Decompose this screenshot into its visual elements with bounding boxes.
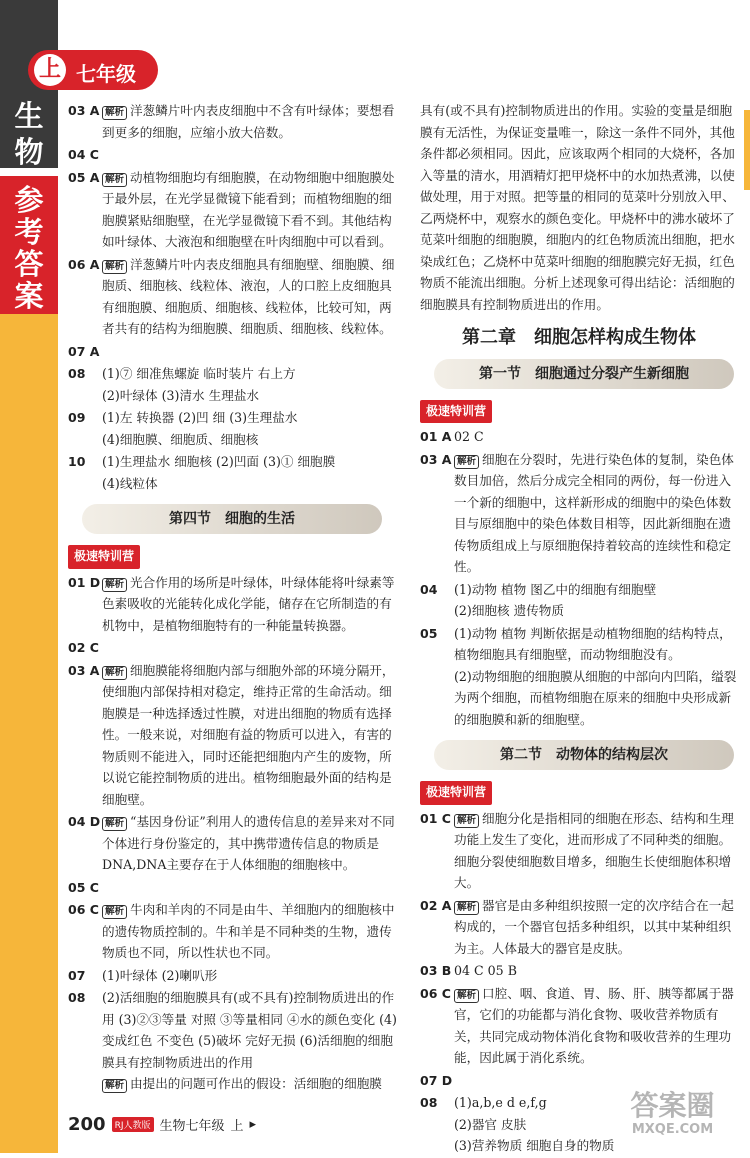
analysis-badge: 解析 [102,260,127,274]
volume-label: 上 [230,1119,244,1134]
sidebar [0,0,58,1153]
answer-item [420,426,738,448]
question-number: 05 A [68,169,100,185]
title-char-3: 答 [14,247,44,281]
answer-body [454,579,738,622]
answer-body [102,451,398,494]
section-title: 第一节 细胞通过分裂产生新细胞 [434,359,734,389]
arrow-icon: ▸ [249,1117,257,1132]
answer-body [102,899,398,964]
grade-label: 七年级 [76,62,136,86]
watermark-url: MXQE.COM [631,1122,714,1137]
question-number: 06 A [68,256,100,272]
answer-text: 口腔、咽、食道、胃、肠、肝、胰等都属于器官，它们的功能都与消化食物、吸收营养物质有关，共同完成动物体消化食物和吸收营养的生理功能，因此属于消化系统。 [454,985,734,1065]
answer-item [68,660,398,811]
answer-item [420,623,738,731]
question-number: 03 A [68,103,100,118]
subject-char-1: 生 [14,99,44,133]
answer-body [102,637,398,659]
answer-body [454,960,738,982]
book-title: 生物七年级 [159,1119,225,1134]
answer-item [68,341,398,363]
answer-text: 器官是由多种组织按照一定的次序结合在一起构成的，一个器官包括多种组织，以其中某种组织为主。人体最大的器官是皮肤。 [454,897,734,956]
answer-text: (1)a,b,e d e,f,g [454,1095,547,1110]
question-number: 01 D [68,574,101,590]
question-number: 05 [420,625,438,641]
answer-body [102,987,398,1095]
answer-text: 细胞分化是指相同的细胞在形态、结构和生理功能上发生了变化，进而形成了不同种类的细胞。细胞分裂使细胞数目增多，细胞生长使细胞体积增大。 [454,810,734,890]
answer-text: 洋葱鳞片叶内表皮细胞具有细胞壁、细胞膜、细胞质、细胞核、线粒体、液泡，人的口腔上皮细胞具有细胞膜、细胞质、细胞核、线粒体，比较可知，两者共有的结构为细胞膜、细胞质、细胞核、线粒体。 [102,256,395,336]
answer-body [454,623,738,731]
answer-body [102,341,398,363]
question-number: 03 A [68,662,100,678]
question-number: 07 A [68,343,100,359]
continued-text: 具有(或不具有)控制物质进出的作用。实验的变量是细胞膜有无活性，为保证变量唯一，除这一条件不同外，其他条件都必须相同。因此，应该取两个相同的大烧杯，各加入等量的清水，用酒精灯把甲烧杯中的水加热煮沸，以使做处理，用于对照。把等量的相同的苋菜叶分别放入甲、乙两烧杯中，观察水的颜色变化。甲烧杯中的沸水破坏了苋菜叶细胞的细胞膜，细胞内的红色物质流出细胞，把水染成红色；乙烧杯中苋菜叶细胞的细胞膜完好无损，红色物质不能流出细胞。分析上述现象可得出结论：活细胞的细胞膜具有控制物质进出的作用。 [420,103,735,312]
question-number: 06 C [420,985,451,1001]
answer-body [454,895,738,960]
answer-body [102,167,398,253]
answer-text: (1)左 转换器 (2)凹 细 (3)生理盐水 [102,410,298,425]
answer-item [68,637,398,659]
answer-text: (1)动物 植物 判断依据是动植物细胞的结构特点，植物细胞具有细胞壁，而动物细胞没有。 [454,625,732,662]
question-number: 03 A [420,451,452,467]
answer-text: (3)营养物质 细胞自身的物质 [454,1138,615,1153]
volume-badge: 上 [34,54,66,86]
answer-text: 牛肉和羊肉的不同是由牛、羊细胞内的细胞核中的遗传物质控制的。牛和羊是不同种类的生物，遗传物质也不同，所以性状也不同。 [102,902,395,960]
answer-item [68,167,398,253]
analysis-badge: 解析 [102,106,127,120]
question-number: 04 D [68,814,101,829]
answer-text: (1)生理盐水 细胞核 (2)凹面 (3)① 细胞膜 [102,454,336,469]
analysis-badge: 解析 [102,817,127,831]
answer-item [68,407,398,450]
answer-text: (2)器官 皮肤 [454,1116,527,1132]
answer-body [454,983,738,1069]
answer-item [68,572,398,637]
watermark [600,1090,745,1145]
answer-text: 细胞膜能将细胞内部与细胞外部的环境分隔开，使细胞内部保持相对稳定，维持正常的生命活动。细胞膜是一种选择透过性膜，对进出细胞的物质有选择性。一般来说，对细胞有益的物质可以进入，有害的物质则不能进入，同时还能把细胞内产生的废物，所以说它能控制物质的进出。植物细胞最外面的结构是细胞壁。 [102,662,395,807]
answer-item [68,811,398,876]
answer-body [102,407,398,450]
question-number: 08 [68,366,86,381]
question-number: 04 C [68,147,99,162]
answer-item [420,808,738,894]
question-number: 01 A [420,429,452,444]
question-number: 08 [420,1095,438,1110]
answer-item [68,100,398,143]
answer-item [420,449,738,578]
inline-answer: 04 C [454,963,488,978]
question-number: 04 [420,581,438,597]
answer-body [454,449,738,578]
answer-text: 洋葱鳞片叶内表皮细胞中不含有叶绿体；要想看到更多的细胞，应缩小放大倍数。 [102,103,395,140]
answer-body [102,144,398,166]
right-column [420,100,738,1158]
section-title: 第二节 动物体的结构层次 [434,740,734,770]
question-number: 07 D [420,1072,453,1088]
answer-text: (2)活细胞的细胞膜具有(或不具有)控制物质进出的作用 (3)②③等量 对照 ③等量相同 ④水的颜色变化 (4)变成红色 不变色 (5)破坏 完好无损 (6)活细胞的细胞膜具有控制物质进出的作用 [102,990,397,1070]
analysis-badge: 解析 [102,173,127,187]
analysis-badge: 解析 [454,989,479,1003]
chapter-title: 第二章 细胞怎样构成生物体 [462,327,696,348]
answer-item [68,899,398,964]
answer-text: (2)细胞核 遗传物质 [454,603,564,618]
question-number: 05 C [68,879,99,895]
answer-item [68,363,398,406]
training-tag: 极速特训营 [420,781,492,805]
inline-answer: 05 B [487,963,517,978]
question-number: 02 C [68,640,99,655]
answer-body [102,811,398,876]
title-char-2: 考 [14,215,44,249]
page-number: 200 [68,1114,106,1135]
training-tag: 极速特训营 [420,400,492,424]
answer-body [102,100,398,143]
analysis-badge: 解析 [102,578,127,592]
answer-text: “基因身份证”利用人的遗传信息的差异来对不同个体进行身份鉴定的，其中携带遗传信息的物质是DNA,DNA主要存在于人体细胞的细胞核中。 [102,814,395,872]
answer-body [102,965,398,987]
answer-text: (1)动物 植物 图乙中的细胞有细胞壁 [454,581,657,597]
answer-text: (1)⑦ 细准焦螺旋 临时装片 右上方 [102,366,296,381]
question-number: 01 C [420,810,451,826]
question-number: 03 B [420,963,452,978]
grade-tab [28,50,158,90]
answer-text: (4)细胞膜、细胞质、细胞核 [102,431,259,447]
answer-item [420,960,738,982]
analysis-badge: 解析 [102,905,127,919]
answer-body [102,660,398,811]
answer-body [454,1070,738,1092]
answer-item [68,987,398,1095]
title-char-4: 案 [14,279,44,313]
answer-item [420,1070,738,1092]
question-number: 07 [68,967,86,983]
answer-body [454,808,738,894]
inline-answer: 02 C [454,429,484,444]
question-number: 06 C [68,902,99,917]
page-footer [68,1114,256,1135]
answer-item [68,254,398,340]
analysis-badge: 解析 [102,1079,127,1093]
answer-text: 由提出的问题可作出的假设：活细胞的细胞膜 [130,1076,382,1091]
edition-badge: RJ人教版 [112,1117,154,1132]
answer-item [68,451,398,494]
answer-text: 光合作用的场所是叶绿体，叶绿体能将叶绿素等色素吸收的光能转化成化学能，储存在它所制造的有机物中，是植物细胞特有的一种能量转换器。 [102,574,395,633]
answer-item [420,983,738,1069]
section-title: 第四节 细胞的生活 [82,504,382,534]
question-number: 08 [68,990,86,1005]
analysis-badge: 解析 [454,901,479,915]
answer-text: 细胞在分裂时，先进行染色体的复制，染色体数目加倍，然后分成完全相同的两份，每一份进入一个新的细胞中，这样新形成的细胞中的染色体数目与原细胞中的染色体数目相等，因此新细胞在遗传物质组成上与原细胞保持着较高的连续性和稳定性。 [454,451,734,574]
answer-body [102,572,398,637]
answer-text: (2)动物细胞的细胞膜从细胞的中部向内凹陷，缢裂为两个细胞，而植物细胞在原来的细胞中央形成新的细胞膜和新的细胞壁。 [454,668,737,727]
answer-body [102,877,398,899]
analysis-badge: 解析 [454,455,479,469]
question-number: 09 [68,410,86,425]
answer-body [102,363,398,406]
answer-item [420,579,738,622]
answer-text: (1)叶绿体 (2)喇叭形 [102,967,218,983]
answer-item [68,965,398,987]
watermark-logo: 答案圈 [630,1089,715,1122]
answer-item [68,144,398,166]
analysis-badge: 解析 [454,814,479,828]
answer-item [68,877,398,899]
analysis-line [102,1073,398,1095]
answer-body [102,254,398,340]
title-char-1: 参 [14,183,44,217]
answer-item [420,895,738,960]
analysis-badge: 解析 [102,666,127,680]
answer-text: (2)叶绿体 (3)清水 生理盐水 [102,387,260,403]
training-tag: 极速特训营 [68,545,140,569]
answer-body [454,426,738,448]
left-column [68,100,398,1096]
answer-text: (4)线粒体 [102,475,158,491]
answer-text: 动植物细胞均有细胞膜，在动物细胞中细胞膜处于最外层，在光学显微镜下能看到；而植物细胞的细胞膜紧贴细胞壁，在光学显微镜下看不到。其他结构如叶绿体、大液泡和细胞壁在叶肉细胞中可以看到。 [102,169,395,249]
question-number: 02 A [420,897,452,913]
question-number: 10 [68,454,86,469]
subject-char-2: 物 [14,135,44,169]
